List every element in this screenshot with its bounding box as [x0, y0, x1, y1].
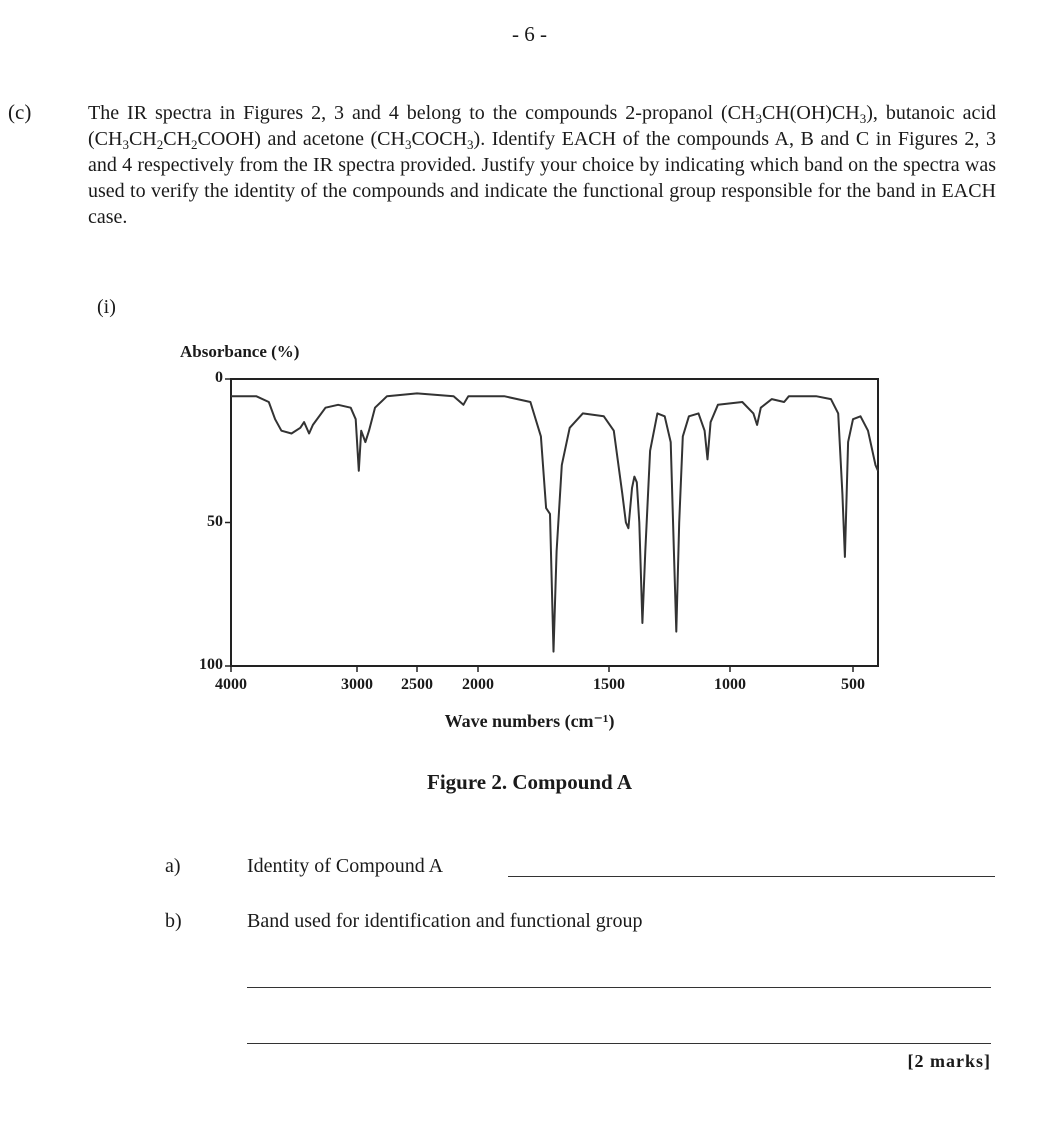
question-part-label: (c): [8, 100, 32, 124]
answer-b-label: b): [165, 910, 182, 932]
y-tick-label: 100: [199, 656, 223, 673]
x-tick-label: 500: [841, 676, 865, 693]
x-tick-label: 4000: [215, 676, 247, 693]
page-number: - 6 -: [512, 22, 547, 46]
y-tick-label: 0: [215, 369, 223, 386]
marks-label: [2 marks]: [907, 1051, 991, 1071]
chart-x-axis-label: Wave numbers (cm⁻¹): [444, 711, 615, 731]
y-tick-label: 50: [207, 512, 223, 530]
figure-caption: Figure 2. Compound A: [427, 770, 632, 794]
question-text: The IR spectra in Figures 2, 3 and 4 belong to the compounds 2-propanol $(CH_3CH(OH)CH_3)$, butanoic acid $(CH_3CH_2CH_2COOH)$ and acetone $(CH_3COCH_3)$. Identify EACH of the compounds A, B and C in Figures 2, 3 and 4 respectively from the IR spectra provided. Justify your choice by indicating which band on the spectra was used to verify the identity of the compounds and indicate the functional group responsible for the band in EACH case.: [88, 102, 996, 228]
sub-part-label: (i): [97, 296, 116, 318]
x-tick-label: 2500: [401, 676, 433, 693]
answer-a-line[interactable]: [508, 876, 995, 877]
x-tick-label: 2000: [462, 676, 494, 693]
answer-b-line-2[interactable]: [247, 1043, 991, 1044]
answer-b-line-1[interactable]: [247, 987, 991, 988]
answer-a-label: a): [165, 855, 181, 877]
answer-a-prompt: Identity of Compound A: [247, 855, 444, 877]
x-tick-label: 1000: [714, 676, 746, 693]
x-tick-label: 3000: [341, 676, 373, 693]
chart-y-axis-label: Absorbance (%): [180, 342, 300, 361]
x-tick-label: 1500: [593, 676, 625, 693]
spectrum-line: [231, 393, 878, 651]
answer-b-prompt: Band used for identification and functional group: [247, 910, 643, 932]
